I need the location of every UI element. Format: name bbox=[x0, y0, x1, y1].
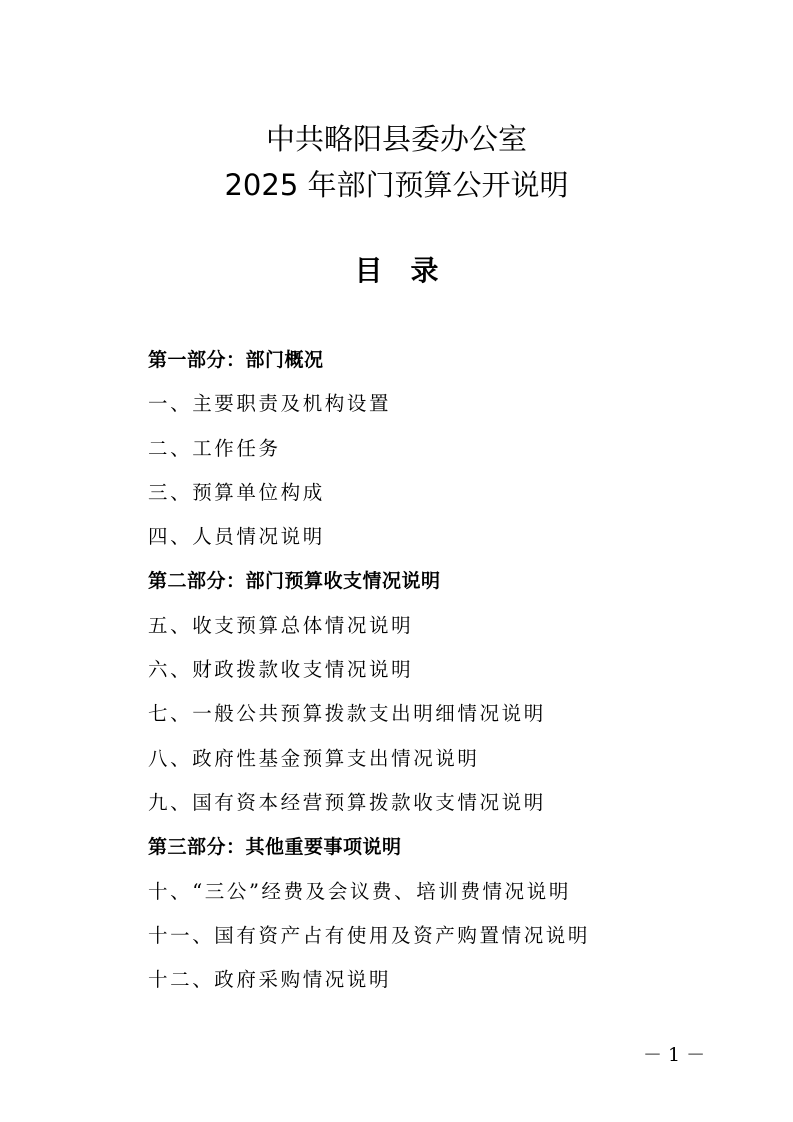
toc-heading: 目录 bbox=[354, 254, 467, 287]
document-subtitle: 2025 年部门预算公开说明 bbox=[224, 168, 569, 202]
page-number: － 1 － bbox=[643, 1044, 706, 1066]
toc-entry-5: 五、收支预算总体情况说明 bbox=[148, 613, 414, 637]
table-of-contents bbox=[148, 342, 708, 1006]
toc-entry-9: 九、国有资本经营预算拨款收支情况说明 bbox=[148, 790, 546, 814]
toc-part-2: 第二部分：部门预算收支情况说明 bbox=[148, 570, 441, 593]
toc-entry-2: 二、工作任务 bbox=[148, 436, 281, 460]
toc-entry-8: 八、政府性基金预算支出情况说明 bbox=[148, 746, 480, 770]
toc-entry-4: 四、人员情况说明 bbox=[148, 525, 325, 549]
toc-entry-11: 十一、国有资产占有使用及资产购置情况说明 bbox=[148, 923, 591, 947]
toc-entry-3: 三、预算单位构成 bbox=[148, 480, 325, 504]
toc-entry-6: 六、财政拨款收支情况说明 bbox=[148, 658, 414, 682]
document-title: 中共略阳县委办公室 bbox=[265, 122, 527, 156]
toc-entry-7: 七、一般公共预算拨款支出明细情况说明 bbox=[148, 702, 546, 726]
toc-entry-12: 十二、政府采购情况说明 bbox=[148, 968, 392, 992]
toc-part-1: 第一部分：部门概况 bbox=[148, 349, 324, 371]
toc-part-3: 第三部分：其他重要事项说明 bbox=[148, 836, 402, 859]
toc-entry-10: 十、“三公”经费及会议费、培训费情况说明 bbox=[148, 879, 571, 903]
toc-entry-1: 一、主要职责及机构设置 bbox=[148, 392, 392, 416]
